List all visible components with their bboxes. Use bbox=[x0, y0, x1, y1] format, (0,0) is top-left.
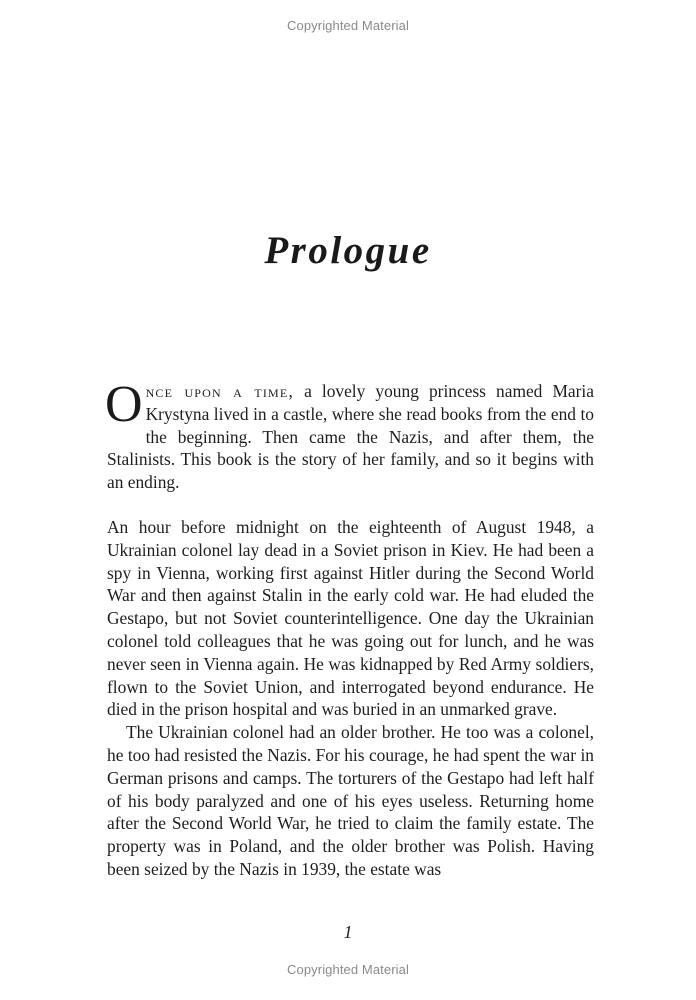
page-number: 1 bbox=[343, 922, 353, 942]
chapter-title: Prologue bbox=[264, 229, 432, 273]
opening-paragraph bbox=[105, 376, 594, 494]
opening-text: a lovely young princess named Maria Krystyna lived in a castle, where she read books from the end to the beginning. Then came the Nazis, and after them, the Stalinists. This book is the story of her family, and so it begins with an ending. bbox=[107, 381, 594, 493]
body-paragraphs bbox=[107, 516, 594, 881]
opening-paragraph-text bbox=[105, 376, 594, 494]
copyright-watermark-bottom: Copyrighted Material bbox=[287, 962, 409, 977]
body-paragraph-1: An hour before midnight on the eighteenth of August 1948, a Ukrainian colonel lay dead in a Soviet prison in Kiev. He had been a spy in Vienna, working first against Hitler during the Second World War and then against Stalin in the early cold war. He had eluded the Gestapo, but not Soviet counterintelligence. One day the Ukrainian colonel told colleagues that he was going out for lunch, and he was never seen in Vienna again. He was kidnapped by Red Army soldiers, flown to the Soviet Union, and interrogated beyond endurance. He died in the prison hospital and was buried in an unmarked grave. bbox=[107, 517, 594, 720]
drop-cap: O bbox=[105, 376, 143, 433]
opening-small-caps: nce upon a time, bbox=[145, 381, 294, 401]
copyright-watermark-top: Copyrighted Material bbox=[287, 18, 409, 33]
body-paragraph-2: The Ukrainian colonel had an older brother. He too was a colonel, he too had resisted the Nazis. For his courage, he had spent the war in German prisons and camps. The torturers of the Gestapo had left half of his body paralyzed and one of his eyes useless. Returning home after the Second World War, he tried to claim the family estate. The property was in Poland, and the older brother was Polish. Having been seized by the Nazis in 1939, the estate was bbox=[107, 722, 594, 879]
